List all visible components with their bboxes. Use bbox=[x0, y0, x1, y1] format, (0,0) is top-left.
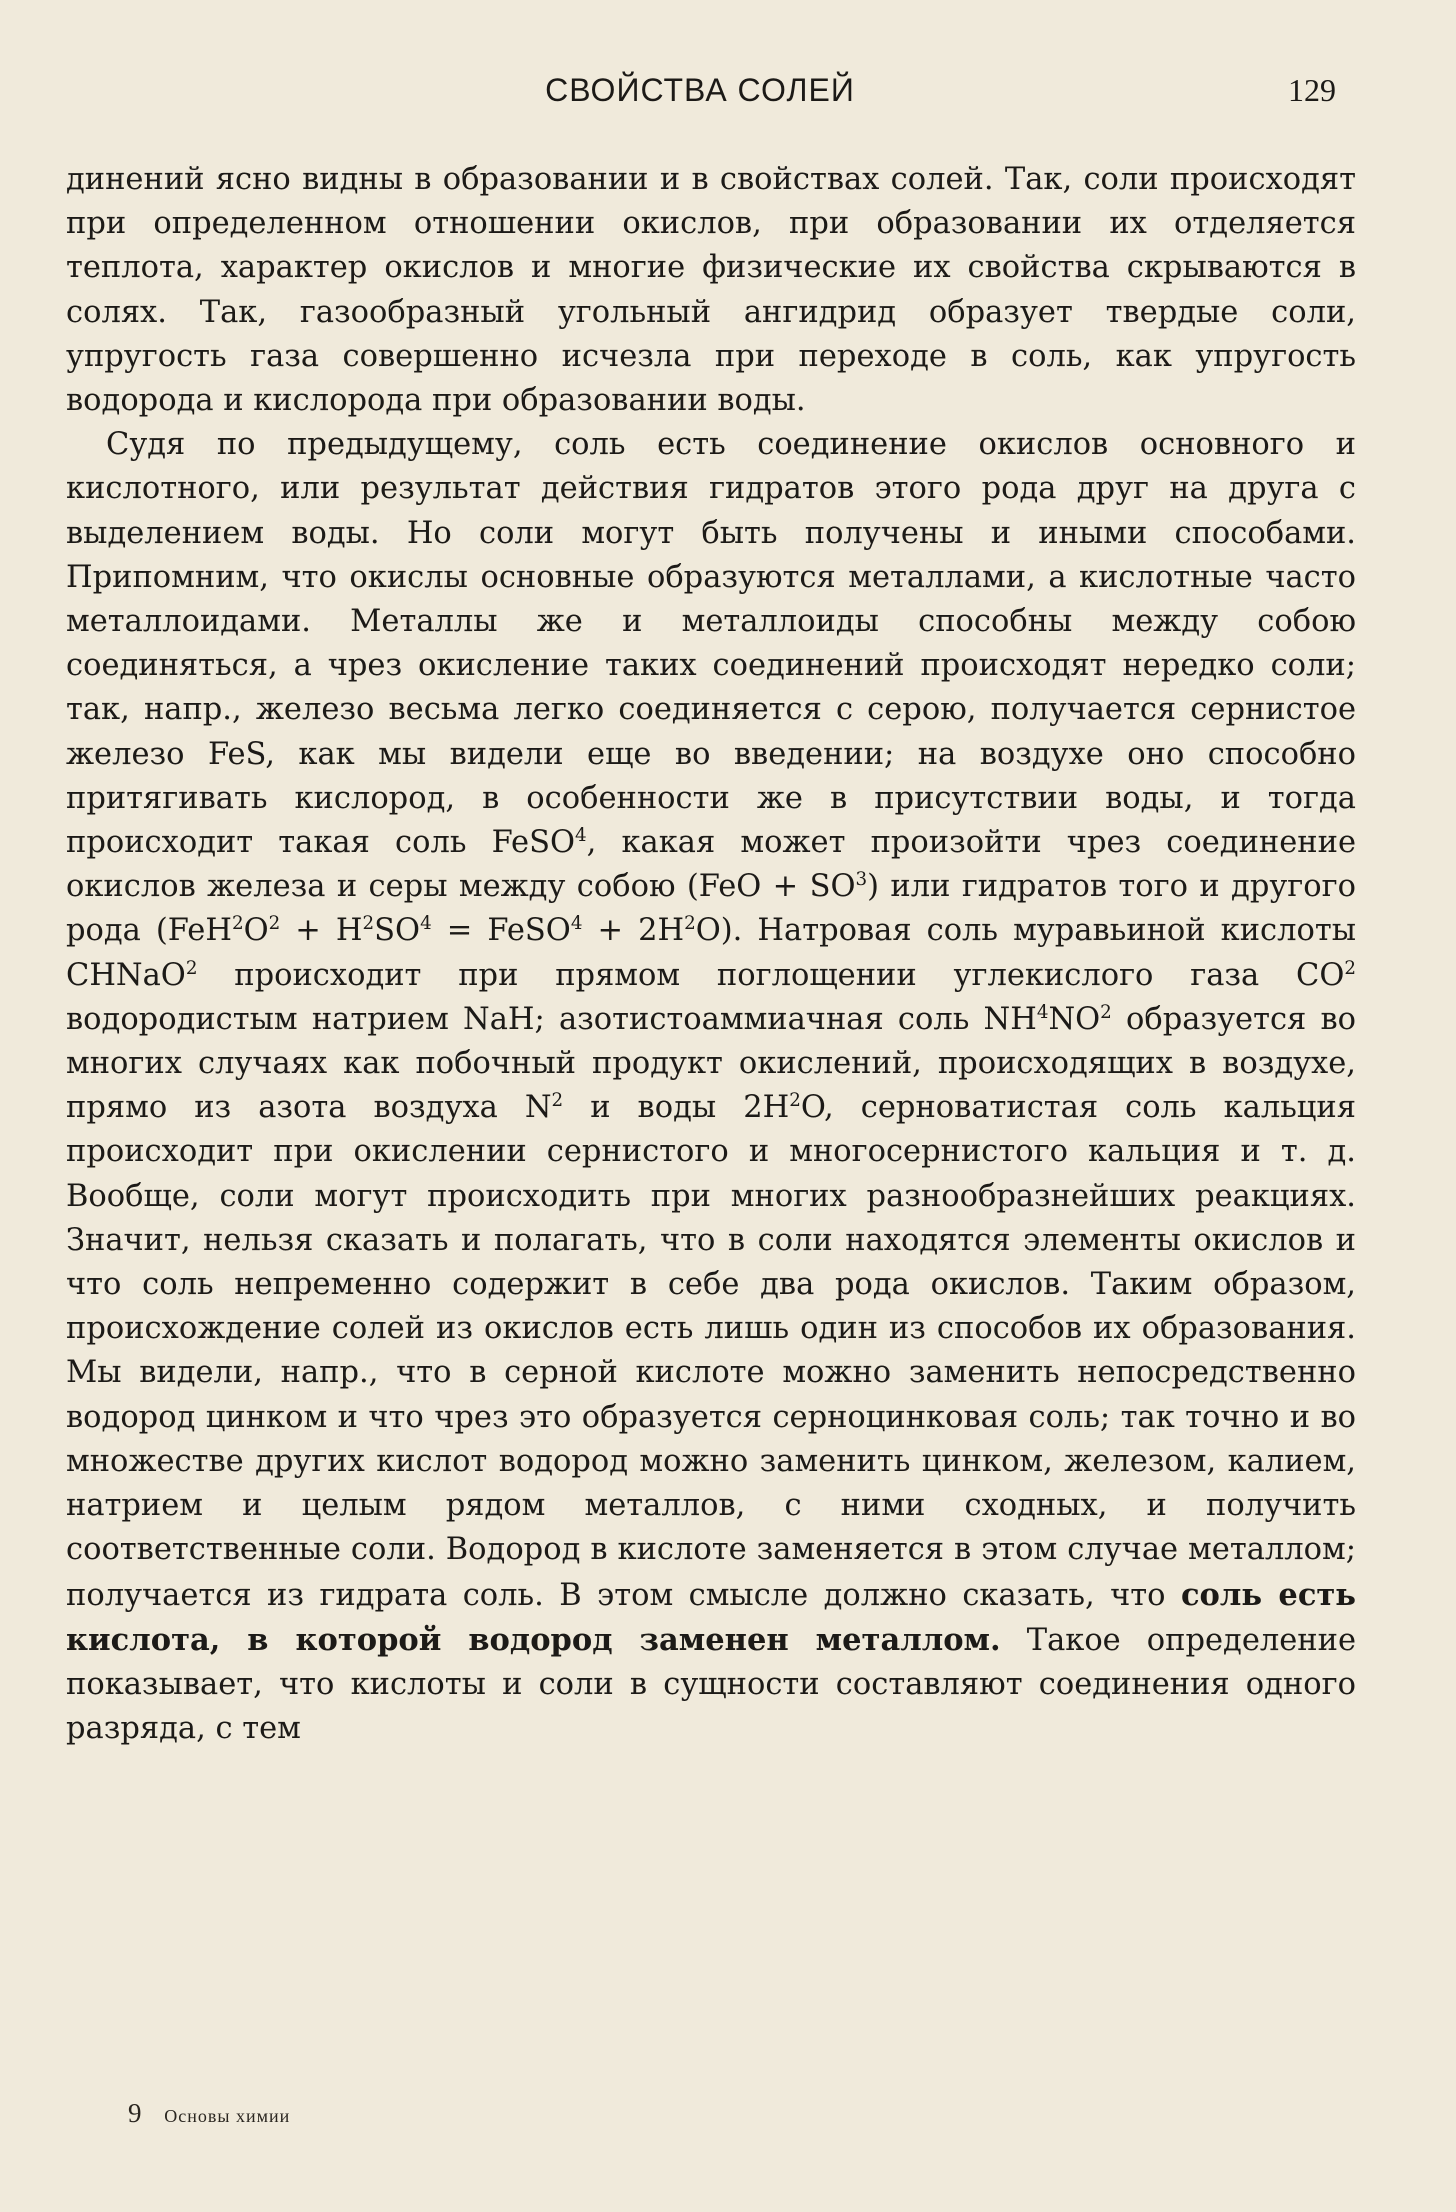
text-run: NO bbox=[1048, 1001, 1101, 1037]
superscript-index: 2 bbox=[231, 913, 244, 935]
text-run: Судя по предыдущему, соль есть соединение окислов основного и кислотного, или результат действия гидратов этого рода друг на друга с выделением воды. Но соли могут быть получены и иными способами. Припомним, что окислы основные образуются металлами, а кислотные часто металлоидами. Металлы же и металлоиды способны между собою соединяться, а чрез окисление таких соединений происходят нередко соли; так, напр., железо весьма легко соединяется с серою, получается сернистое железо FeS, как мы видели еще во введении; на воздухе оно способно притягивать кислород, в особенности же в присутствии воды, и тогда происходит такая соль FeSO bbox=[66, 427, 1356, 861]
running-header bbox=[0, 66, 1456, 116]
superscript-index: 2 bbox=[185, 957, 198, 979]
superscript-index: 4 bbox=[575, 825, 587, 847]
text-run: + 2H bbox=[582, 913, 685, 949]
book-title: Основы химии bbox=[164, 2106, 291, 2126]
text-run: = FeSO bbox=[431, 913, 571, 949]
text-run: , какая может произойти чрез соединение окислов железа и серы между собою (FeO + SO bbox=[66, 825, 1356, 905]
paragraph bbox=[66, 423, 1356, 1751]
text-run: ) или гидратов того и другого рода (FeH bbox=[66, 869, 1356, 949]
sheet-number: 9 bbox=[128, 2098, 142, 2128]
text-run: SO bbox=[374, 913, 421, 949]
text-run: и воды 2H bbox=[563, 1090, 790, 1126]
text-run: происходит при прямом поглощении углекислого газа CO bbox=[197, 957, 1345, 993]
superscript-index: 2 bbox=[268, 913, 281, 935]
text-run: Такое определение показывает, что кислоты и соли в сущности составляют соединения одного разряда, с тем bbox=[66, 1622, 1356, 1747]
text-run: образуется во многих случаях как побочный продукт окислений, происходящих в воздухе, прямо из азота воздуха N bbox=[66, 1001, 1356, 1126]
text-run: O, серноватистая соль кальция происходит при окислении сернистого и многосернистого кальция и т. д. Вообще, соли могут происходить при многих разнообразнейших реакциях. Значит, нельзя сказать и полагать, что в соли находятся элементы окислов и что соль непременно содержит в себе два рода окислов. Таким образом, происхождение солей из окислов есть лишь один из способов их образования. Мы видели, напр., что в серной кислоте можно заменить непосредственно водород цинком и что чрез это образуется серноцинковая соль; так точно и во множестве других кислот водород можно заменить цинком, железом, калием, натрием и целым рядом металлов, с ними сходных, и получить соответственные соли. Водород в кислоте заменяется в этом случае металлом; получается из гидрата соль. В этом смысле должно сказать, что bbox=[66, 1090, 1356, 1613]
text-run: динений ясно видны в образовании и в свойствах солей. Так, соли происходят при определенном отношении окислов, при образовании их отделяется теплота, характер окислов и многие физические их свойства скрываются в солях. Так, газообразный угольный ангидрид образует твердые соли, упругость газа совершенно исчезла при переходе в соль, как упругость водорода и кислорода при образовании воды. bbox=[66, 162, 1356, 419]
superscript-index: 4 bbox=[420, 913, 432, 935]
superscript-index: 2 bbox=[1344, 957, 1356, 979]
superscript-index: 3 bbox=[855, 869, 868, 891]
superscript-index: 2 bbox=[551, 1090, 564, 1112]
body-text bbox=[66, 158, 1356, 1751]
text-run: водородистым натрием NaH; азотистоаммиачная соль NH bbox=[66, 1001, 1037, 1037]
superscript-index: 2 bbox=[1100, 1001, 1112, 1023]
running-title: СВОЙСТВА СОЛЕЙ bbox=[545, 72, 855, 108]
superscript-index: 2 bbox=[684, 913, 696, 935]
page-number: 129 bbox=[1288, 72, 1336, 108]
bold-definition: соль есть кислота, в которой водород заменен металлом. bbox=[66, 1576, 1356, 1658]
text-run: O bbox=[243, 913, 269, 949]
paragraph bbox=[66, 158, 1356, 423]
superscript-index: 2 bbox=[789, 1090, 801, 1112]
superscript-index: 4 bbox=[570, 913, 583, 935]
superscript-index: 2 bbox=[362, 913, 375, 935]
superscript-index: 4 bbox=[1036, 1001, 1049, 1023]
text-run: + H bbox=[280, 913, 363, 949]
text-run: O). Натровая соль муравьиной кислоты CHNaO bbox=[66, 913, 1356, 993]
signature-footer bbox=[128, 2098, 290, 2129]
